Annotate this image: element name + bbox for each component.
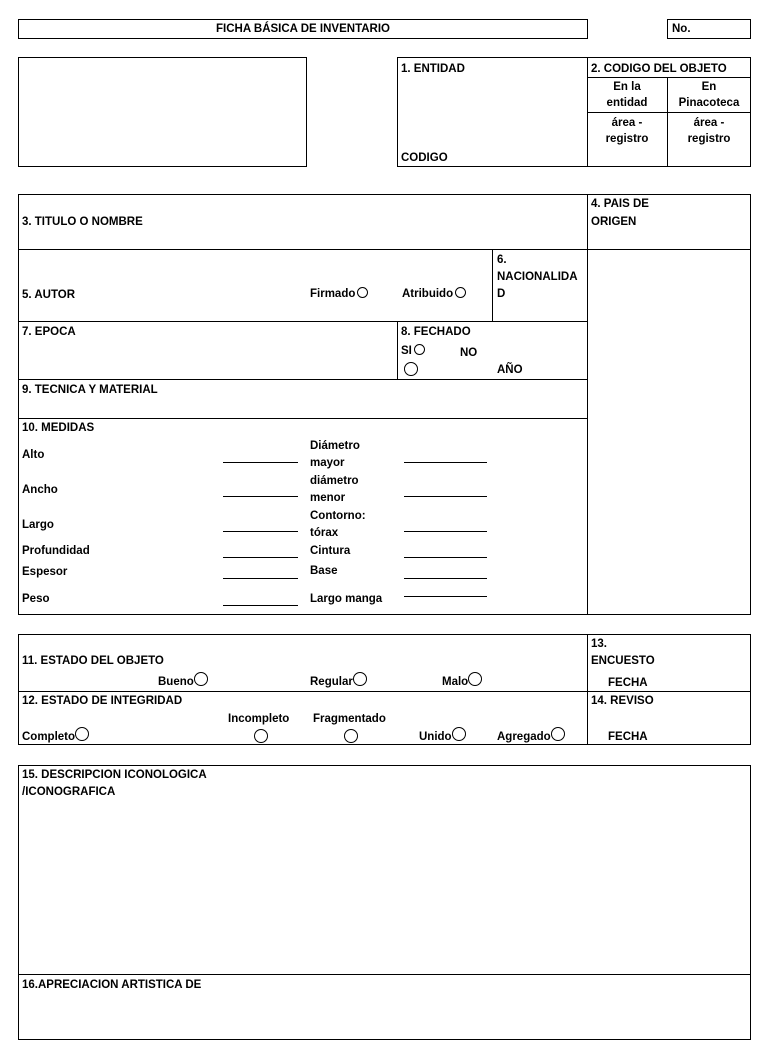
nacionalidad-label-2: NACIONALIDA <box>497 271 578 283</box>
alto-line[interactable] <box>223 462 298 463</box>
agregado-label: Agregado <box>497 731 551 743</box>
atribuido-radio[interactable] <box>455 287 466 298</box>
base-label: Base <box>310 565 338 577</box>
regular-label: Regular <box>310 676 353 688</box>
diametro-menor-1: diámetro <box>310 475 359 487</box>
encuesto-2: ENCUESTO <box>591 655 655 667</box>
area-registro-2b: registro <box>687 133 731 145</box>
descripcion-label-2: /ICONOGRAFICA <box>22 786 116 798</box>
number-label: No. <box>672 23 691 35</box>
espesor-line[interactable] <box>223 578 298 579</box>
medidas-label: 10. MEDIDAS <box>22 422 95 434</box>
form-title: FICHA BÁSICA DE INVENTARIO <box>216 23 390 35</box>
agregado-option[interactable] <box>497 727 565 745</box>
largo-line[interactable] <box>223 531 298 532</box>
tecnica-label: 9. TECNICA Y MATERIAL <box>22 384 158 396</box>
diametro-mayor-1: Diámetro <box>310 440 360 452</box>
descripcion-label-1: 15. DESCRIPCION ICONOLOGICA <box>22 769 207 781</box>
atribuido-label: Atribuido <box>402 288 454 300</box>
firmado-radio[interactable] <box>357 287 368 298</box>
fragmentado-radio[interactable] <box>344 729 358 743</box>
incompleto-label: Incompleto <box>228 713 290 725</box>
nacionalidad-label-3: D <box>497 288 506 300</box>
ancho-label: Ancho <box>22 484 58 496</box>
area-registro-1a: área - <box>611 117 643 129</box>
malo-radio[interactable] <box>468 672 482 686</box>
incompleto-option[interactable] <box>254 729 268 747</box>
contorno-line[interactable] <box>404 531 487 532</box>
completo-radio[interactable] <box>75 727 89 741</box>
malo-label: Malo <box>442 676 469 688</box>
main-block <box>18 194 751 615</box>
diametro-menor-2: menor <box>310 492 346 504</box>
si-label: SI <box>401 345 412 357</box>
base-line[interactable] <box>404 578 487 579</box>
ano-label: AÑO <box>497 364 523 376</box>
en-la-entidad-2: entidad <box>606 97 648 109</box>
unido-radio[interactable] <box>452 727 466 741</box>
fragmentado-option[interactable] <box>344 729 358 747</box>
no-option[interactable] <box>404 362 418 380</box>
regular-radio[interactable] <box>353 672 367 686</box>
contorno-2: tórax <box>310 527 339 539</box>
largo-manga-label: Largo manga <box>310 593 383 605</box>
en-la-entidad-1: En la <box>613 81 641 93</box>
no-label: NO <box>460 347 478 359</box>
epoca-label: 7. EPOCA <box>22 326 76 338</box>
area-registro-2a: área - <box>693 117 725 129</box>
codigo-objeto-label: 2. CODIGO DEL OBJETO <box>591 63 727 75</box>
profundidad-label: Profundidad <box>22 545 90 557</box>
reviso-fecha: FECHA <box>608 731 648 743</box>
cintura-label: Cintura <box>310 545 351 557</box>
profundidad-line[interactable] <box>223 557 298 558</box>
malo-option[interactable] <box>442 672 482 690</box>
en-pinacoteca-1: En <box>701 81 717 93</box>
encuesto-fecha: FECHA <box>608 677 648 689</box>
incompleto-radio[interactable] <box>254 729 268 743</box>
firmado-option[interactable] <box>310 286 368 302</box>
contorno-1: Contorno: <box>310 510 366 522</box>
unido-label: Unido <box>419 731 452 743</box>
ancho-line[interactable] <box>223 496 298 497</box>
no-radio[interactable] <box>404 362 418 376</box>
codigo-label: CODIGO <box>401 152 448 164</box>
regular-option[interactable] <box>310 672 367 690</box>
apreciacion-label: 16.APRECIACION ARTISTICA DE <box>22 979 202 991</box>
completo-option[interactable] <box>22 727 89 745</box>
completo-label: Completo <box>22 731 76 743</box>
bueno-label: Bueno <box>158 676 194 688</box>
entidad-label: 1. ENTIDAD <box>401 63 465 75</box>
unido-option[interactable] <box>419 727 466 745</box>
area-registro-1b: registro <box>605 133 649 145</box>
diametro-mayor-line[interactable] <box>404 462 487 463</box>
si-option[interactable] <box>401 343 425 359</box>
diametro-menor-line[interactable] <box>404 496 487 497</box>
fechado-label: 8. FECHADO <box>401 326 471 338</box>
integridad-label: 12. ESTADO DE INTEGRIDAD <box>22 695 183 707</box>
photo-box <box>18 57 307 167</box>
fragmentado-label: Fragmentado <box>313 713 386 725</box>
largo-label: Largo <box>22 519 54 531</box>
peso-label: Peso <box>22 593 50 605</box>
estado-label: 11. ESTADO DEL OBJETO <box>22 655 164 667</box>
en-pinacoteca-2: Pinacoteca <box>678 97 740 109</box>
peso-line[interactable] <box>223 605 298 606</box>
pais-label-2: ORIGEN <box>591 216 637 228</box>
espesor-label: Espesor <box>22 566 68 578</box>
reviso-label: 14. REVISO <box>591 695 654 707</box>
si-radio[interactable] <box>414 344 425 355</box>
atribuido-option[interactable] <box>402 286 466 302</box>
firmado-label: Firmado <box>310 288 356 300</box>
bueno-radio[interactable] <box>194 672 208 686</box>
agregado-radio[interactable] <box>551 727 565 741</box>
diametro-mayor-2: mayor <box>310 457 345 469</box>
cintura-line[interactable] <box>404 557 487 558</box>
alto-label: Alto <box>22 449 45 461</box>
largo-manga-line[interactable] <box>404 596 487 597</box>
nacionalidad-label-1: 6. <box>497 254 507 266</box>
descripcion-block[interactable] <box>18 765 751 1040</box>
encuesto-1: 13. <box>591 638 607 650</box>
autor-label: 5. AUTOR <box>22 289 76 301</box>
bueno-option[interactable] <box>158 672 208 690</box>
pais-label-1: 4. PAIS DE <box>591 198 649 210</box>
titulo-label: 3. TITULO O NOMBRE <box>22 216 143 228</box>
